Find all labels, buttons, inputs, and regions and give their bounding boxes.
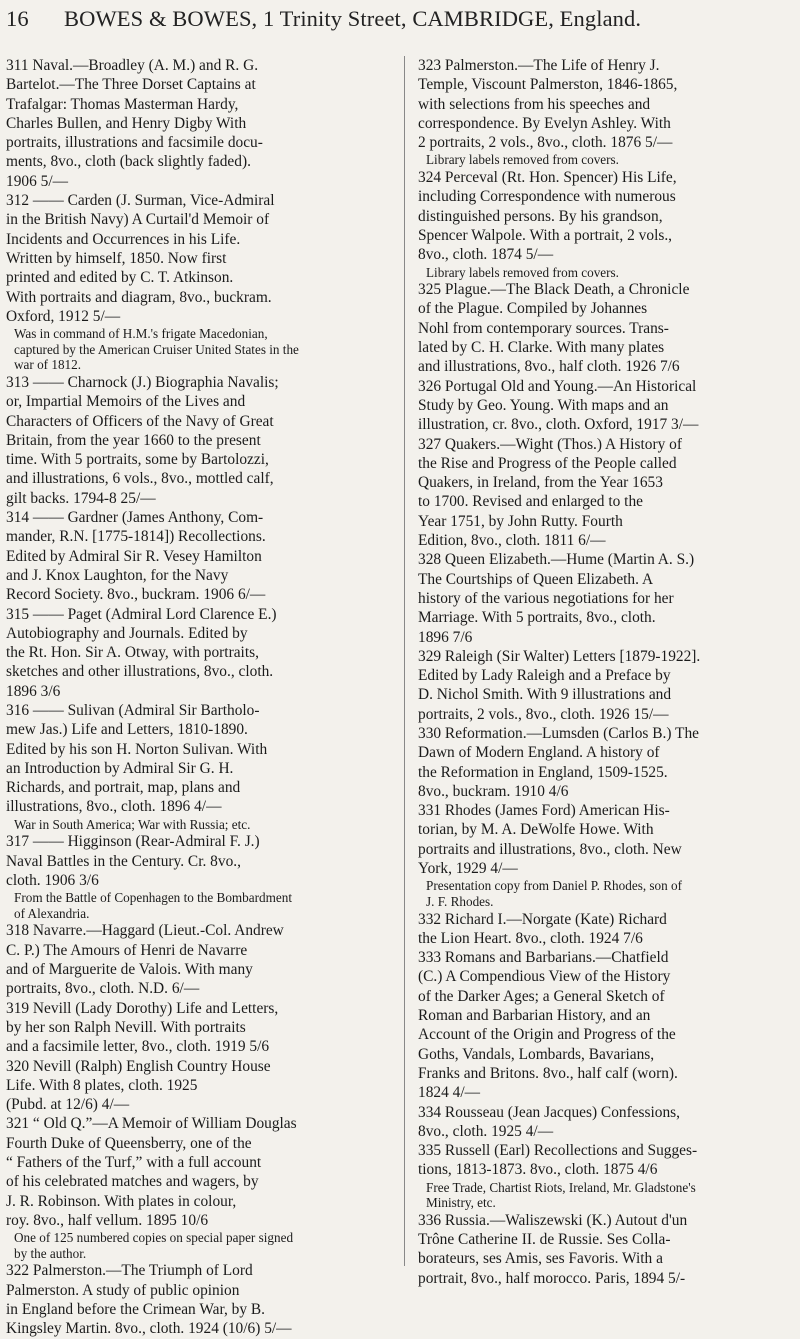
catalogue-entry <box>418 1211 792 1288</box>
entry-text: 331 Rhodes (James Ford) American His- torian, by M. A. DeWolfe Howe. With portraits and illustrations, 8vo., cloth. New York, 1929 4/— <box>418 802 682 878</box>
catalogue-entry <box>418 910 792 949</box>
entry-text: 336 Russia.—Waliszewski (K.) Autout d'un Trône Catherine II. de Russie. Ses Colla- borateurs, ses Amis, ses Favoris. With a portrait, 8vo., half morocco. Paris, 1894 5/- <box>418 1211 688 1287</box>
entry-text: 313 —— Charnock (J.) Biographia Navalis; or, Impartial Memoirs of the Lives and Characters of Officers of the Navy of Great Britain, from the year 1660 to the present time. With 5 portraits, some by Bartolozzi, and illustrations, 6 vols., 8vo., mottled calf, gilt backs. 1794-8 25/— <box>6 373 279 507</box>
entry-note: Free Trade, Chartist Riots, Ireland, Mr. Gladstone's Ministry, etc. <box>426 1179 696 1211</box>
catalogue-entry <box>418 724 792 801</box>
entry-text: 324 Perceval (Rt. Hon. Spencer) His Life, including Correspondence with numerous distinguished persons. By his grandson, Spencer Walpole. With a portrait, 2 vols., 8vo., cloth. 1874 5/— <box>418 169 677 264</box>
entry-note: From the Battle of Copenhagen to the Bombardment of Alexandria. <box>14 890 292 921</box>
catalogue-entry <box>6 508 380 604</box>
header-text: BOWES & BOWES, 1 Trinity Street, CAMBRIDGE, England. <box>64 6 642 31</box>
entry-text: 320 Nevill (Ralph) English Country House Life. With 8 plates, cloth. 1925 (Pubd. at 12/6) 4/— <box>6 1057 271 1114</box>
catalogue-entry <box>6 832 380 921</box>
catalogue-entry <box>418 1141 792 1211</box>
entry-text: 325 Plague.—The Black Death, a Chronicle of the Plague. Compiled by Johannes Nohl from contemporary sources. Trans- lated by C. H. Clarke. With many plates and illustrations, 8vo., half cloth. 1926 7/6 <box>418 281 690 376</box>
catalogue-entry <box>6 56 380 191</box>
entry-text: 319 Nevill (Lady Dorothy) Life and Letters, by her son Ralph Nevill. With portraits and a facsimile letter, 8vo., cloth. 1919 5/6 <box>6 999 279 1056</box>
entry-text: 322 Palmerston.—The Triumph of Lord Palmerston. A study of public opinion in England before the Crimean War, by B. Kingsley Martin. 8vo., cloth. 1924 (10/6) 5/— <box>6 1262 292 1338</box>
entry-text: 311 Naval.—Broadley (A. M.) and R. G. Bartelot.—The Three Dorset Captains at Trafalgar: Thomas Masterman Hardy, Charles Bullen, and Henry Digby With portraits, illustrations and facsimile docu- ments, 8vo., cloth (back slightly faded). 1906 5/— <box>6 57 263 190</box>
page-header <box>6 6 794 46</box>
entry-text: 330 Reformation.—Lumsden (Carlos B.) The Dawn of Modern England. A history of the Reformation in England, 1509-1525. 8vo., buckram. 1910 4/6 <box>418 724 699 800</box>
entry-text: 332 Richard I.—Norgate (Kate) Richard the Lion Heart. 8vo., cloth. 1924 7/6 <box>418 910 667 947</box>
catalogue-entry <box>418 280 792 376</box>
left-column <box>6 56 380 1339</box>
catalogue-entry <box>6 921 380 998</box>
catalogue-entry <box>6 373 380 508</box>
catalogue-entry <box>418 377 792 435</box>
catalogue-entry <box>418 168 792 280</box>
catalogue-entry <box>6 1057 380 1115</box>
right-column <box>418 56 792 1288</box>
entry-text: 328 Queen Elizabeth.—Hume (Martin A. S.) The Courtships of Queen Elizabeth. A history of the various negotiations for her Marriage. With 5 portraits, 8vo., cloth. 1896 7/6 <box>418 551 695 646</box>
catalogue-entry <box>418 801 792 909</box>
entry-text: 326 Portugal Old and Young.—An Historical Study by Geo. Young. With maps and an illustration, cr. 8vo., cloth. Oxford, 1917 3/— <box>418 377 699 434</box>
catalogue-entry <box>6 191 380 373</box>
catalogue-entry <box>6 999 380 1057</box>
entry-text: 321 “ Old Q.”—A Memoir of William Douglas Fourth Duke of Queensberry, one of the “ Fathers of the Turf,” with a full account of his celebrated matches and wagers, by J. R. Robinson. With plates in colour, roy. 8vo., half vellum. 1895 10/6 <box>6 1115 297 1229</box>
entry-text: 318 Navarre.—Haggard (Lieut.-Col. Andrew C. P.) The Amours of Henri de Navarre and of Marguerite de Valois. With many portraits, 8vo., cloth. N.D. 6/— <box>6 922 284 998</box>
catalogue-entry <box>418 435 792 551</box>
entry-text: 312 —— Carden (J. Surman, Vice-Admiral in the British Navy) A Curtail'd Memoir of Incidents and Occurrences in his Life. Written by himself, 1850. Now first printed and edited by C. T. Atkinson. With portraits and diagram, 8vo., buckram. Oxford, 1912 5/— <box>6 192 275 325</box>
page-number: 16 <box>6 6 29 31</box>
entry-note: Library labels removed from covers. <box>426 264 619 280</box>
entry-text: 334 Rousseau (Jean Jacques) Confessions, 8vo., cloth. 1925 4/— <box>418 1103 681 1140</box>
entry-text: 335 Russell (Earl) Recollections and Sugges- tions, 1813-1873. 8vo., cloth. 1875 4/6 <box>418 1142 698 1179</box>
catalogue-entry <box>418 948 792 1102</box>
entry-note: War in South America; War with Russia; etc. <box>14 816 251 832</box>
catalogue-entry <box>418 550 792 646</box>
entry-note: One of 125 numbered copies on special paper signed by the author. <box>14 1230 294 1261</box>
entry-text: 314 —— Gardner (James Anthony, Com- mander, R.N. [1775-1814]) Recollections. Edited by Admiral Sir R. Vesey Hamilton and J. Knox Laughton, for the Navy Record Society. 8vo., buckram. 1906 6/— <box>6 509 266 604</box>
entry-text: 333 Romans and Barbarians.—Chatfield (C.) A Compendious View of the History of the Darker Ages; a General Sketch of Roman and Barbarian History, and an Account of the Origin and Progress of the Goths, Vandals, Lombards, Bavarians, Franks and Britons. 8vo., half calf (worn). 1824 4/— <box>418 949 678 1102</box>
catalogue-entry <box>418 56 792 168</box>
entry-text: 323 Palmerston.—The Life of Henry J. Temple, Viscount Palmerston, 1846-1865, with selections from his speeches and correspondence. By Evelyn Ashley. With 2 portraits, 2 vols., 8vo., cloth. 1876 5/— <box>418 57 678 152</box>
catalogue-entry <box>418 647 792 724</box>
entry-text: 329 Raleigh (Sir Walter) Letters [1879-1922]. Edited by Lady Raleigh and a Preface by D. Nichol Smith. With 9 illustrations and portraits, 2 vols., 8vo., cloth. 1926 15/— <box>418 647 701 723</box>
catalogue-entry <box>6 701 380 832</box>
entry-note: Presentation copy from Daniel P. Rhodes, son of J. F. Rhodes. <box>426 878 683 909</box>
catalogue-entry <box>6 1114 380 1261</box>
entry-text: 317 —— Higginson (Rear-Admiral F. J.) Naval Battles in the Century. Cr. 8vo., cloth. 1906 3/6 <box>6 833 260 889</box>
entry-text: 315 —— Paget (Admiral Lord Clarence E.) Autobiography and Journals. Edited by the Rt. Hon. Sir A. Otway, with portraits, sketches and other illustrations, 8vo., cloth. 1896 3/6 <box>6 605 277 700</box>
column-divider <box>404 56 405 1266</box>
catalogue-entry <box>6 1261 380 1338</box>
entry-note: Library labels removed from covers. <box>426 152 619 168</box>
entry-note: Was in command of H.M.'s frigate Macedonian, captured by the American Cruiser United States in the war of 1812. <box>14 326 299 373</box>
catalogue-entry <box>6 605 380 701</box>
entry-text: 327 Quakers.—Wight (Thos.) A History of the Rise and Progress of the People called Quakers, in Ireland, from the Year 1653 to 1700. Revised and enlarged to the Year 1751, by John Rutty. Fourth Edition, 8vo., cloth. 1811 6/— <box>418 435 682 550</box>
entry-text: 316 —— Sulivan (Admiral Sir Bartholo- mew Jas.) Life and Letters, 1810-1890. Edited by his son H. Norton Sulivan. With an Introduction by Admiral Sir G. H. Richards, and portrait, map, plans and illustrations, 8vo., cloth. 1896 4/— <box>6 701 268 816</box>
catalogue-entry <box>418 1103 792 1142</box>
